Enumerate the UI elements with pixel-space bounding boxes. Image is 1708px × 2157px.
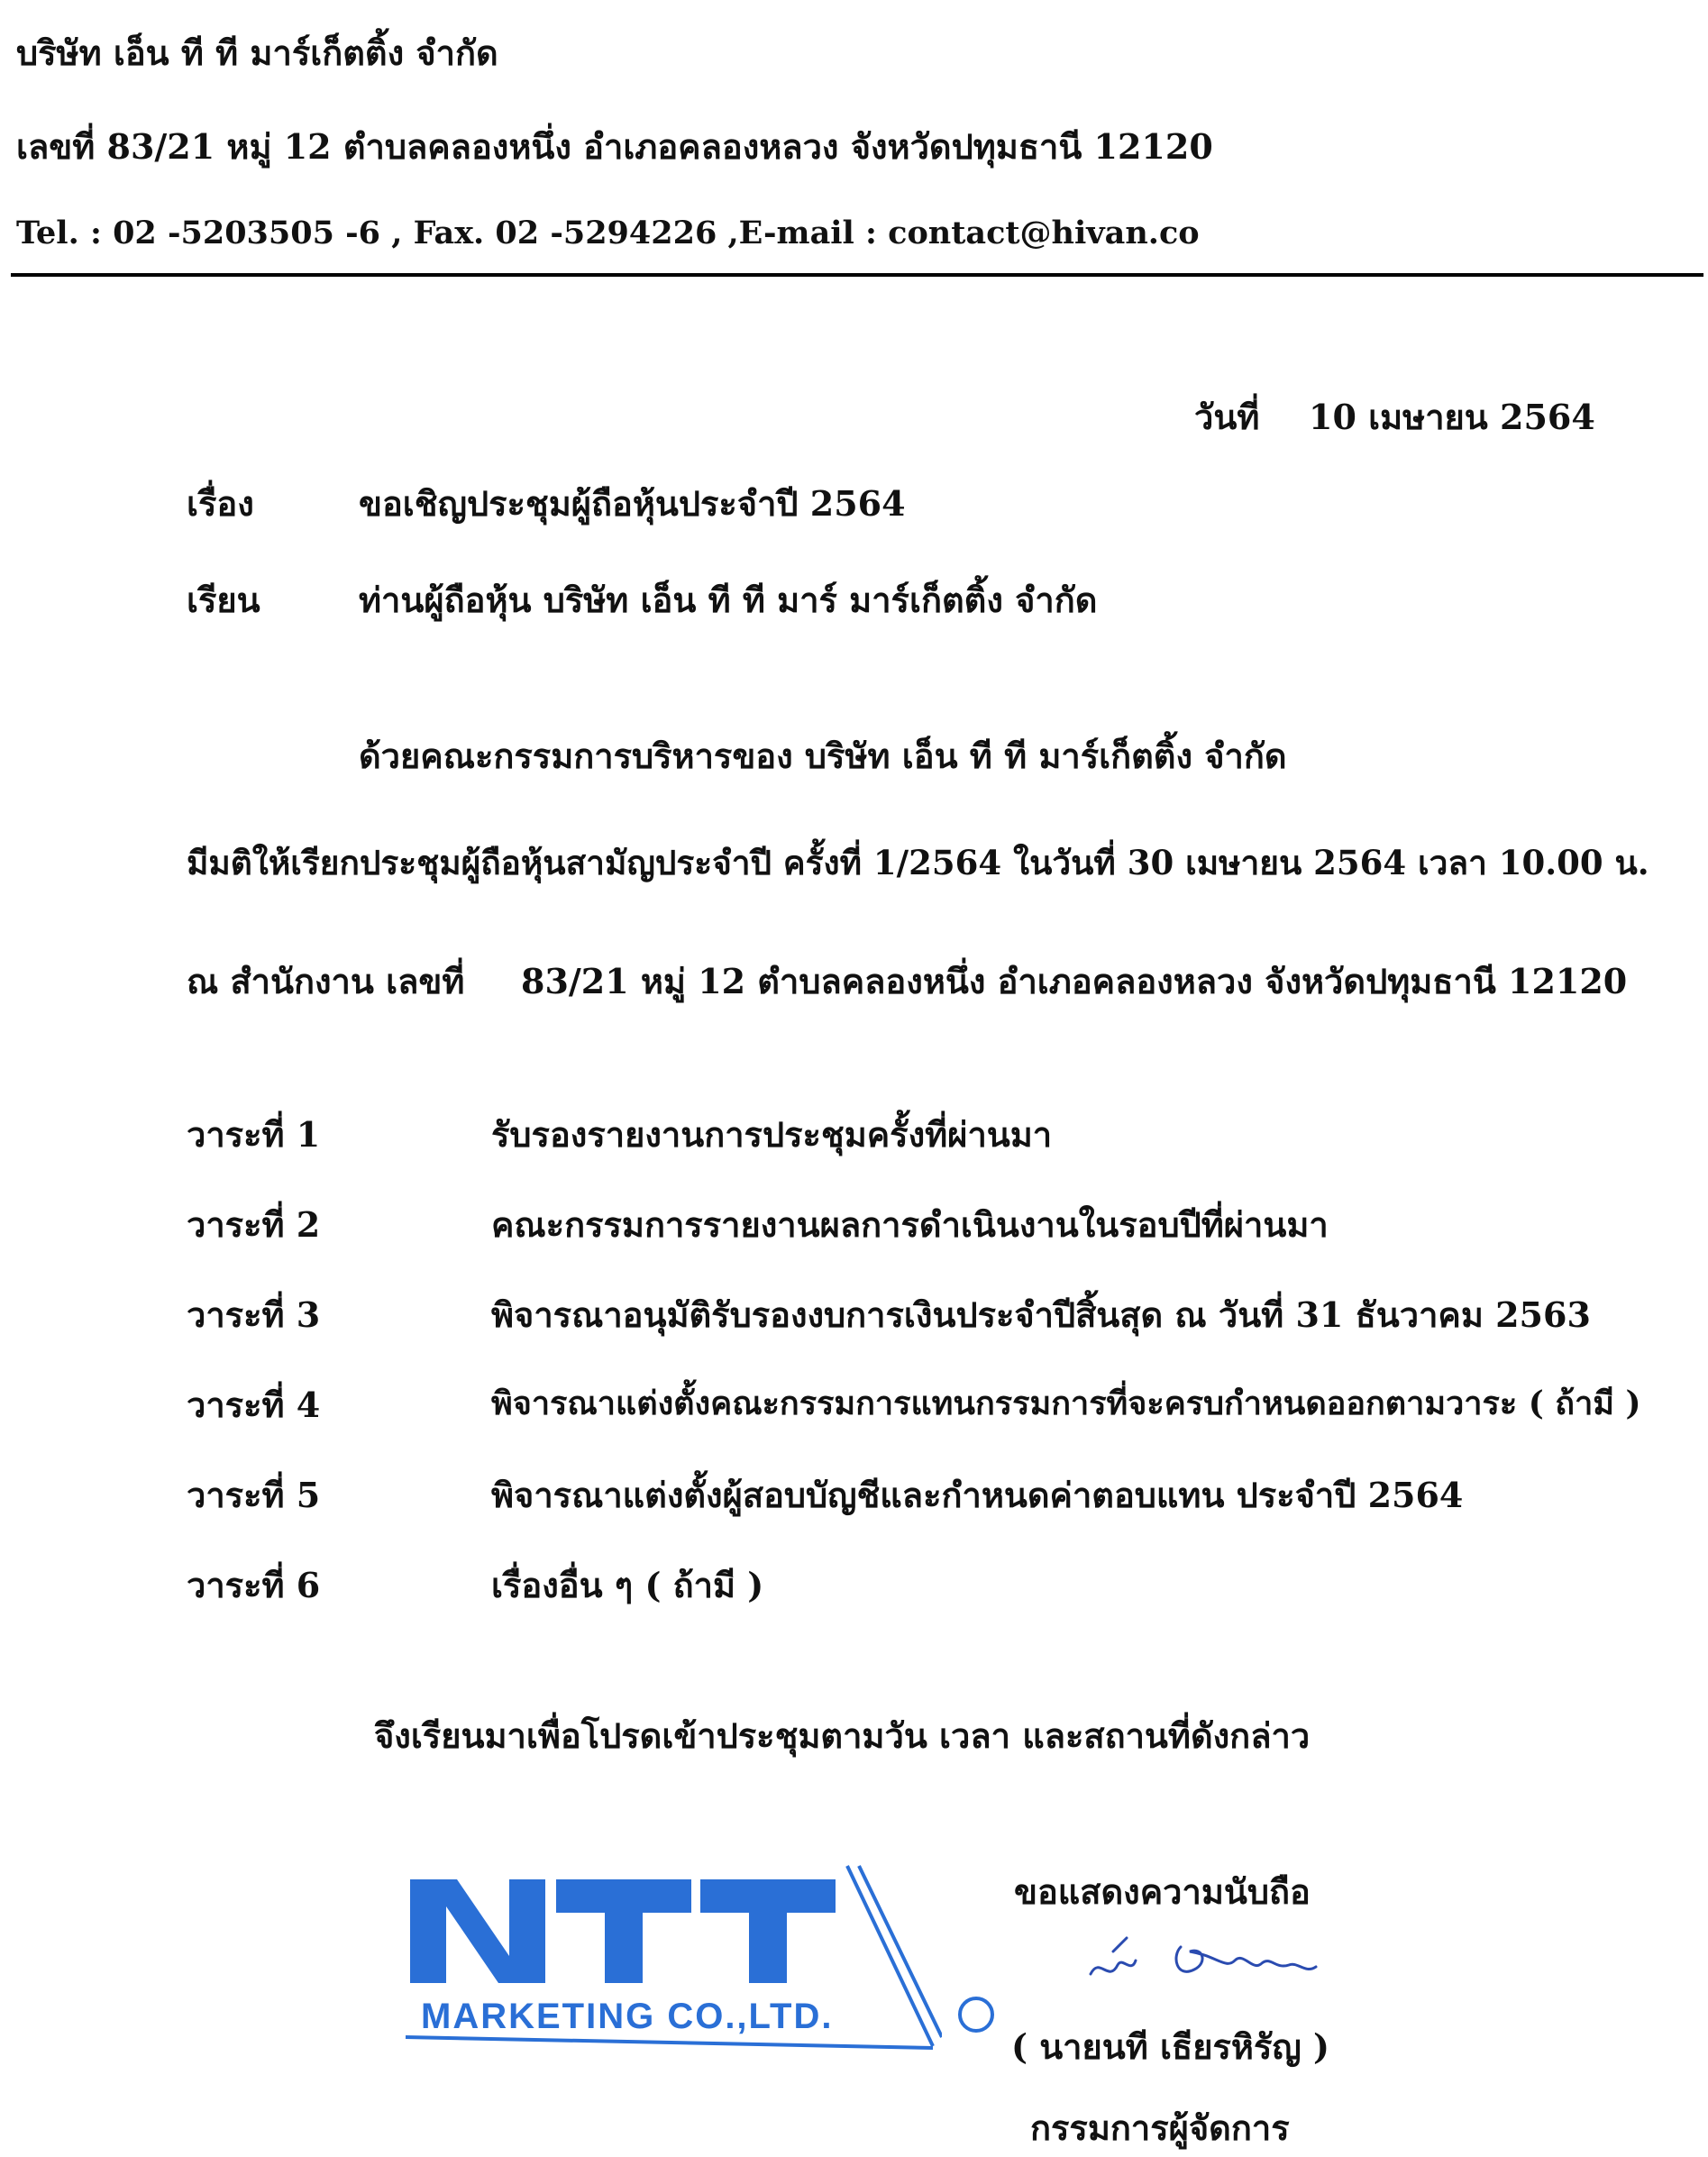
agenda-text-1: รับรองรายงานการประชุมครั้งที่ผ่านมา [491, 1114, 1053, 1155]
agenda-no-4: วาระที่ 4 [187, 1385, 321, 1425]
agenda-no-5: วาระที่ 5 [187, 1475, 321, 1515]
handwritten-signature [1082, 1920, 1334, 2001]
regards-text: ขอแสดงความนับถือ [1014, 1871, 1311, 1912]
agenda-text-5: พิจารณาแต่งตั้งผู้สอบบัญชีและกำหนดค่าตอบแทน ประจำปี 2564 [491, 1475, 1464, 1515]
body-line-2: มีมติให้เรียกประชุมผู้ถือหุ้นสามัญประจำปี ครั้งที่ 1/2564 ในวันที่ 30 เมษายน 2564 เวลา 10.00 น. [187, 843, 1649, 882]
stamp-letter-n [410, 1879, 545, 1983]
agenda-no-3: วาระที่ 3 [187, 1294, 321, 1335]
agenda-text-2: คณะกรรมการรายงานผลการดำเนินงานในรอบปีที่ผ่านมา [491, 1204, 1329, 1245]
date-label: วันที่ [1194, 397, 1260, 437]
agenda-no-1: วาระที่ 1 [187, 1114, 321, 1155]
subject-label: เรื่อง [187, 483, 254, 524]
header-divider [11, 273, 1703, 277]
recipient-label: เรียน [187, 580, 260, 620]
stamp-baseline [406, 2037, 933, 2048]
stamp-letter-t2 [700, 1879, 836, 1983]
body-line-1: ด้วยคณะกรรมการบริหารของ บริษัท เอ็น ที ที มาร์เก็ตติ้ง จำกัด [359, 736, 1287, 776]
stamp-triangle-diagonal-2 [859, 1866, 942, 2037]
company-address: เลขที่ 83/21 หมู่ 12 ตำบลคลองหนึ่ง อำเภอคลองหลวง จังหวัดปทุมธานี 12120 [16, 126, 1213, 167]
agenda-no-6: วาระที่ 6 [187, 1565, 321, 1605]
subject-text: ขอเชิญประชุมผู้ถือหุ้นประจำปี 2564 [359, 483, 906, 524]
agenda-no-2: วาระที่ 2 [187, 1204, 321, 1245]
stamp-circle-mark [954, 1992, 999, 2037]
agenda-text-6: เรื่องอื่น ๆ ( ถ้ามี ) [491, 1565, 764, 1605]
agenda-text-4: พิจารณาแต่งตั้งคณะกรรมการแทนกรรมการที่จะครบกำหนดออกตามวาระ ( ถ้ามี ) [491, 1385, 1641, 1422]
stamp-triangle-diagonal [847, 1866, 933, 2046]
venue-label: ณ สำนักงาน เลขที่ [187, 961, 465, 1001]
agenda-text-3: พิจารณาอนุมัติรับรองงบการเงินประจำปีสิ้นสุด ณ วันที่ 31 ธันวาคม 2563 [491, 1294, 1591, 1335]
company-stamp [401, 1857, 942, 2055]
recipient-text: ท่านผู้ถือหุ้น บริษัท เอ็น ที ที มาร์ มาร์เก็ตติ้ง จำกัด [359, 580, 1098, 620]
stamp-sub-text: MARKETING CO.,LTD. [421, 1997, 834, 2036]
date-value: 10 เมษายน 2564 [1309, 397, 1595, 437]
signer-title: กรรมการผู้จัดการ [1030, 2107, 1290, 2148]
stamp-letter-t1 [556, 1879, 691, 1983]
company-contact: Tel. : 02 -5203505 -6 , Fax. 02 -5294226 ,E-mail : contact@hivan.co [16, 215, 1200, 251]
company-name: บริษัท เอ็น ที ที มาร์เก็ตติ้ง จำกัด [16, 32, 498, 73]
closing-text: จึงเรียนมาเพื่อโปรดเข้าประชุมตามวัน เวลา และสถานที่ดังกล่าว [374, 1715, 1311, 1756]
venue-address: 83/21 หมู่ 12 ตำบลคลองหนึ่ง อำเภอคลองหลวง จังหวัดปทุมธานี 12120 [521, 961, 1628, 1001]
signer-name: ( นายนที เธียรหิรัญ ) [1011, 2026, 1329, 2067]
